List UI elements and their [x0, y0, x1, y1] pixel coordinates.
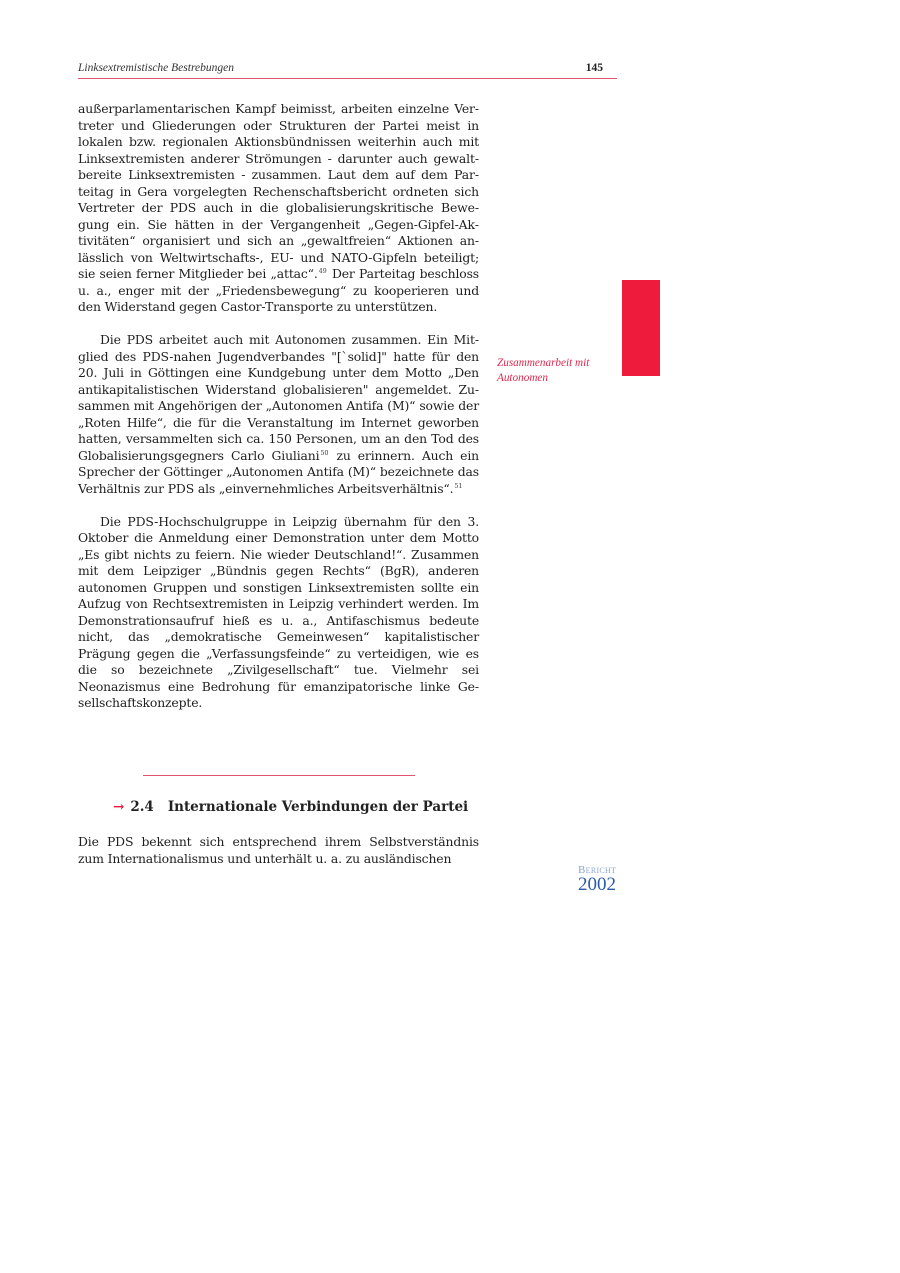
section-paragraph — [78, 834, 479, 867]
body-paragraph-3: Die PDS-Hochschulgruppe in Leipzig übernahm für den 3. Oktober die Anmeldung einer Demonstration unter dem Motto „Es gibt nichts zu feiern. Nie wieder Deutschland!“. Zusammen mit dem Leipziger „Bündnis gegen Rechts“ (BgR), anderen autonomen Gruppen und sonstigen Linksextremisten sollte ein Aufzug von Rechtsextremisten in Leipzig verhindert werden. Im Demonstrationsaufruf hieß es u. a., Antifaschismus bedeute nicht, das „demokratische Gemeinwesen“ kapitalistischer Prägung gegen die „Verfassungsfeinde“ zu verteidigen, wie es die so bezeichnete „Zivilgesellschaft“ tue. Vielmehr sei Neonazismus eine Bedrohung für emanzipatorische linke Gesellschaftskonzepte. — [78, 513, 479, 710]
body-paragraph-1: außerparlamentarischen Kampf beimisst, arbeiten einzelne Vertreter und Gliederungen oder Strukturen der Partei meist in lokalen bzw. regionalen Aktionsbündnissen weiterhin auch mit Linksextremisten anderer Strömungen - darunter auch gewaltbereite Linksextremisten - zusammen. Laut dem auf dem Parteitag in Gera vorgelegten Rechenschaftsbericht ordneten sich Vertreter der PDS auch in die globalisierungskritische Bewegung ein. Sie hätten in der Vergangenheit „Gegen-Gipfel-Aktivitäten“ organisiert und sich an „gewaltfreien“ Aktionen anlässlich von Weltwirtschafts-, EU- und NATO-Gipfeln beteiligt; sie seien ferner Mitglieder bei „attac“.$^{49}$ Der Parteitag beschloss u. a., enger mit der „Friedensbewegung“ zu kooperieren und den Widerstand gegen Castor-Transporte zu unterstützen. — [78, 101, 479, 314]
section-heading — [113, 799, 468, 815]
report-logo — [578, 865, 638, 894]
arrow-right-icon: → — [113, 799, 125, 815]
page-number: 145 — [585, 62, 603, 74]
chapter-thumb-tab — [622, 280, 660, 376]
running-title: Linksextremistische Bestrebungen — [78, 62, 234, 74]
body-paragraph-2: Die PDS arbeitet auch mit Autonomen zusammen. Ein Mitglied des PDS-nahen Jugendverbandes "[`solid]" hatte für den 20. Juli in Göttingen eine Kundgebung unter dem Motto „Den antikapitalistischen Widerstand globalisieren" angemeldet. Zusammen mit Angehörigen der „Autonomen Antifa (M)“ sowie der „Roten Hilfe“, die für die Veranstaltung im Internet geworben hatten, versammelten sich ca. 150 Personen, um an den Tod des Globalisierungsgegners Carlo Giuliani$^{50}$ zu erinnern. Auch ein Sprecher der Göttinger „Autonomen Antifa (M)“ bezeichnete das Verhältnis zur PDS als „einvernehmliches Arbeitsverhältnis“.$^{51}$ — [78, 332, 479, 496]
margin-note: Zusammenarbeit mit Autonomen — [497, 357, 590, 384]
report-logo-word: Bericht — [578, 864, 617, 876]
main-text-column — [78, 101, 479, 712]
report-logo-year: 2002 — [578, 874, 616, 895]
section-body-text: Die PDS bekennt sich entsprechend ihrem Selbstverständnis zum Internationalismus und unterhält u. a. zu ausländischen — [78, 834, 479, 866]
footnote-ref-49[interactable]: 49 — [318, 267, 327, 275]
section-divider — [143, 775, 415, 776]
footnote-ref-51[interactable]: 51 — [454, 481, 463, 490]
section-title: Internationale Verbindungen der Partei — [167, 799, 469, 815]
section-number: 2.4 — [130, 799, 154, 815]
running-header — [78, 62, 617, 79]
footnote-ref-50[interactable]: 50 — [320, 448, 329, 457]
